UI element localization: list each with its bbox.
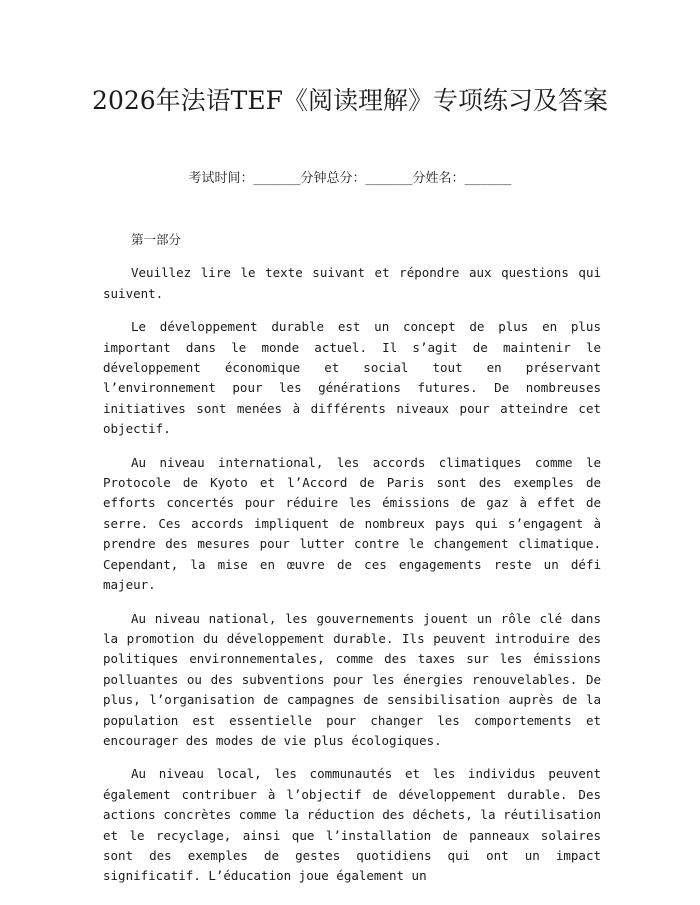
paragraph-2: Au niveau international, les accords climatiques comme le Protocole de Kyoto et l’Accord de Paris sont des exemples de efforts concertés pour réduire les émissions de gaz à effet de serre. Ces accords impliquent de nombreux pays qui s’engagent à prendre des mesures pour lutter contre le changement climatique. Cependant, la mise en œuvre de ces engagements reste un défi majeur. xyxy=(103,454,601,593)
document-body xyxy=(103,230,601,900)
instruction-text: Veuillez lire le texte suivant et répondre aux questions qui suivent. xyxy=(103,265,601,301)
exam-name-label: 姓名：______ xyxy=(425,171,512,186)
document-title: 2026年法语TEF《阅读理解》专项练习及答案 xyxy=(92,86,608,115)
exam-info-line xyxy=(0,170,700,188)
paragraph-4: Au niveau local, les communautés et les individus peuvent également contribuer à l’objectif de développement durable. Des actions concrètes comme la réduction des déchets, la réutilisation et le recyclage, ainsi que l’installation de panneaux solaires sont des exemples de gestes quotidiens qui ont un impact significatif. L’éducation joue également un xyxy=(103,766,601,884)
paragraph-1: Le développement durable est un concept de plus en plus important dans le monde actuel. Il s’agit de maintenir le développement économique et social tout en préservant l’environnement pour les générations futures. De nombreuses initiatives sont menées à différents niveaux pour atteindre cet objectif. xyxy=(103,319,601,437)
section-title: 第一部分 xyxy=(131,232,182,247)
paragraph-3: Au niveau national, les gouvernements jouent un rôle clé dans la promotion du développement durable. Ils peuvent introduire des politiques environnementales, comme des taxes sur les émissions polluantes ou des subventions pour les énergies renouvelables. De plus, l’organisation de campagnes de sensibilisation auprès de la population est essentielle pour changer les comportements et encourager des modes de vie plus écologiques. xyxy=(103,610,601,748)
exam-score-label: 总分：______分 xyxy=(326,171,426,186)
exam-time-label: 考试时间：______分钟 xyxy=(188,171,327,186)
